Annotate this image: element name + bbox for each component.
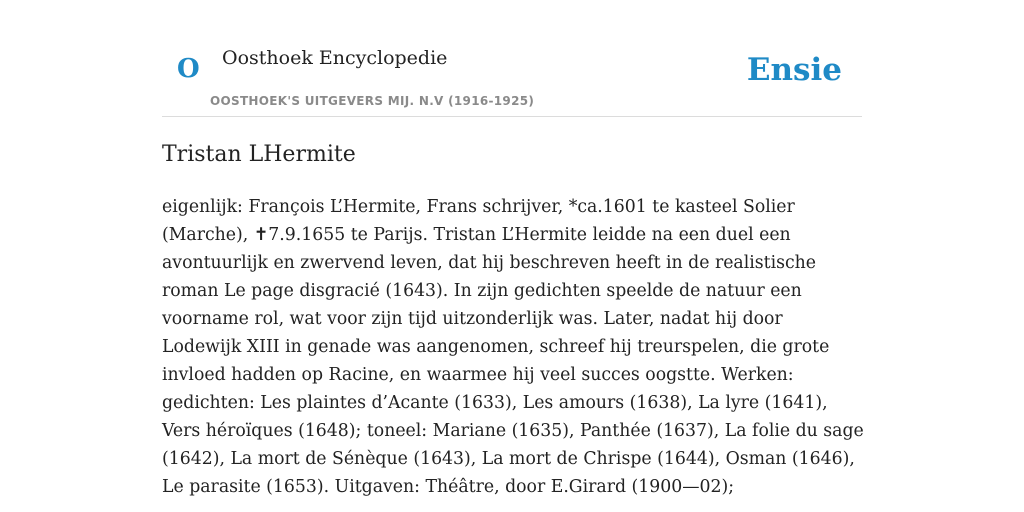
article-body: eigenlijk: François L’Hermite, Frans schrijver, *ca.1601 te kasteel Solier (Marche), ✝7.9.1655 te Parijs. Tristan L’Hermite leidde na een duel een avontuurlijk en zwervend leven, dat hij beschreven heeft in de realistische roman Le page disgracié (1643). In zijn gedichten speelde de natuur een voorname rol, wat voor zijn tijd uitzonderlijk was. Later, nadat hij door Lodewijk XIII in genade was aangenomen, schreef hij treurspelen, die grote invloed hadden op Racine, en waarmee hij veel succes oogstte. Werken: gedichten: Les plaintes d’Acante (1633), Les amours (1638), La lyre (1641), Vers héroïques (1648); toneel: Mariane (1635), Panthée (1637), La folie du sage (1642), La mort de Sénèque (1643), La mort de Chrispe (1644), Osman (1646), Le parasite (1653). Uitgaven: Théâtre, door E.Girard (1900—02); bbox=[162, 197, 864, 497]
ensie-logo-link[interactable]: Ensie bbox=[746, 52, 842, 88]
page-container bbox=[162, 0, 864, 497]
publisher-label: OOSTHOEK'S UITGEVERS MIJ. N.V (1916-1925) bbox=[210, 94, 535, 108]
source-logo: O bbox=[177, 54, 200, 84]
source-title-link[interactable]: Oosthoek Encyclopedie bbox=[222, 47, 448, 69]
source-header bbox=[162, 0, 862, 117]
article-title: Tristan LHermite bbox=[162, 142, 356, 167]
